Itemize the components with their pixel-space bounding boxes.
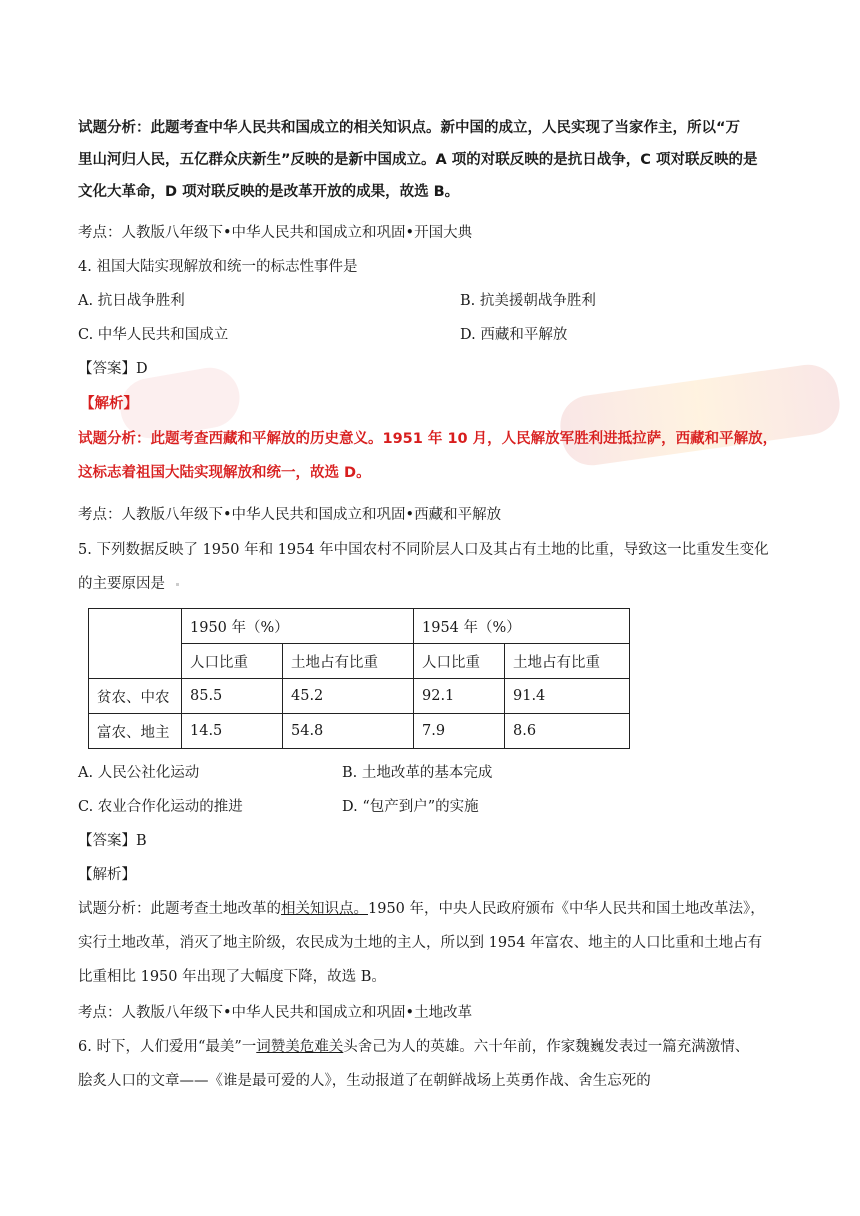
table-row — [89, 609, 630, 644]
table-sub-header: 土地占有比重 — [283, 644, 414, 679]
table-cell: 91.4 — [505, 679, 630, 714]
q5-options-row1 — [78, 762, 790, 784]
table-row — [89, 679, 630, 714]
table-cell: 54.8 — [283, 714, 414, 749]
q5-stem-line1: 5. 下列数据反映了 1950 年和 1954 年中国农村不同阶层人口及其占有土地的比重，导致这一比重发生变化 — [78, 542, 769, 558]
q4-option-d: D. 西藏和平解放 — [460, 327, 568, 343]
q4-option-c: C. 中华人民共和国成立 — [78, 327, 229, 343]
table-cell: 8.6 — [505, 714, 630, 749]
q6-text: 头舍己为人的英雄。六十年前，作家魏巍发表过一篇充满激情、 — [343, 1039, 750, 1055]
q5-analysis-title: 【解析】 — [78, 867, 136, 883]
q3-analysis-line3: 文化大革命，D 项对联反映的是改革开放的成果，故选 B。 — [78, 184, 460, 200]
q6-text: 6. 时下，人们爱用“最美”一 — [78, 1039, 257, 1055]
q5-kaodian: 考点：人教版八年级下•中华人民共和国成立和巩固•土地改革 — [78, 1005, 473, 1021]
q6-line2: 脍炙人口的文章——《谁是最可爱的人》，生动报道了在朝鲜战场上英勇作战、舍生忘死的 — [78, 1073, 651, 1089]
table-row — [89, 714, 630, 749]
table-cell: 45.2 — [283, 679, 414, 714]
table-sub-header: 人口比重 — [182, 644, 283, 679]
table-sub-header: 人口比重 — [414, 644, 505, 679]
table-row-label: 富农、地主 — [89, 714, 182, 749]
q5-analysis-line3: 比重相比 1950 年出现了大幅度下降，故选 B。 — [78, 969, 386, 985]
q6-line1 — [78, 1036, 790, 1058]
q6-underlined: 词赞美危难关 — [256, 1039, 344, 1055]
q5-analysis-line1 — [78, 898, 790, 920]
q4-analysis-line2: 这标志着祖国大陆实现解放和统一，故选 D。 — [78, 465, 371, 481]
q4-option-a: A. 抗日战争胜利 — [78, 293, 185, 309]
q4-kaodian: 考点：人教版八年级下•中华人民共和国成立和巩固•西藏和平解放 — [78, 507, 502, 523]
q5-analysis-text: 1950 年，中央人民政府颁布《中华人民共和国土地改革法》， — [368, 901, 765, 917]
q5-option-a: A. 人民公社化运动 — [78, 765, 200, 781]
q5-stem-line2: 的主要原因是 — [78, 576, 165, 592]
q5-option-d: D. “包产到户”的实施 — [342, 799, 479, 815]
table-sub-header: 土地占有比重 — [505, 644, 630, 679]
table-row-label: 贫农、中农 — [89, 679, 182, 714]
table-cell: 92.1 — [414, 679, 505, 714]
table-cell: 85.5 — [182, 679, 283, 714]
table-corner-cell — [89, 609, 182, 679]
q4-analysis-line1: 试题分析：此题考查西藏和平解放的历史意义。1951 年 10 月，人民解放军胜利进抵拉萨，西藏和平解放， — [78, 431, 778, 447]
q5-analysis-underlined: 相关知识点。 — [281, 901, 368, 917]
q4-options-row2 — [78, 324, 790, 346]
q5-answer: 【答案】B — [78, 833, 147, 849]
q4-stem: 4. 祖国大陆实现解放和统一的标志性事件是 — [78, 259, 358, 275]
table-year-header: 1954 年（%） — [414, 609, 630, 644]
stray-mark — [176, 583, 179, 586]
table-year-header: 1950 年（%） — [182, 609, 414, 644]
q4-answer: 【答案】D — [78, 361, 148, 377]
q5-analysis-text: 试题分析：此题考查土地改革的 — [78, 901, 281, 917]
q5-analysis-line2: 实行土地改革，消灭了地主阶级，农民成为土地的主人，所以到 1954 年富农、地主的人口比重和土地占有 — [78, 935, 763, 951]
q3-analysis-line2: 里山河归人民，五亿群众庆新生”反映的是新中国成立。A 项的对联反映的是抗日战争，C 项对联反映的是 — [78, 152, 758, 168]
q4-options-row1 — [78, 290, 790, 312]
q5-data-table — [88, 608, 630, 749]
q3-kaodian: 考点：人教版八年级下•中华人民共和国成立和巩固•开国大典 — [78, 225, 473, 241]
q4-option-b: B. 抗美援朝战争胜利 — [460, 293, 596, 309]
q5-option-b: B. 土地改革的基本完成 — [342, 765, 493, 781]
q4-analysis-title: 【解析】 — [80, 396, 138, 412]
q5-options-row2 — [78, 796, 790, 818]
q3-analysis-line1: 试题分析：此题考查中华人民共和国成立的相关知识点。新中国的成立，人民实现了当家作主，所以“万 — [78, 120, 741, 136]
q5-option-c: C. 农业合作化运动的推进 — [78, 799, 243, 815]
table-cell: 7.9 — [414, 714, 505, 749]
table-cell: 14.5 — [182, 714, 283, 749]
